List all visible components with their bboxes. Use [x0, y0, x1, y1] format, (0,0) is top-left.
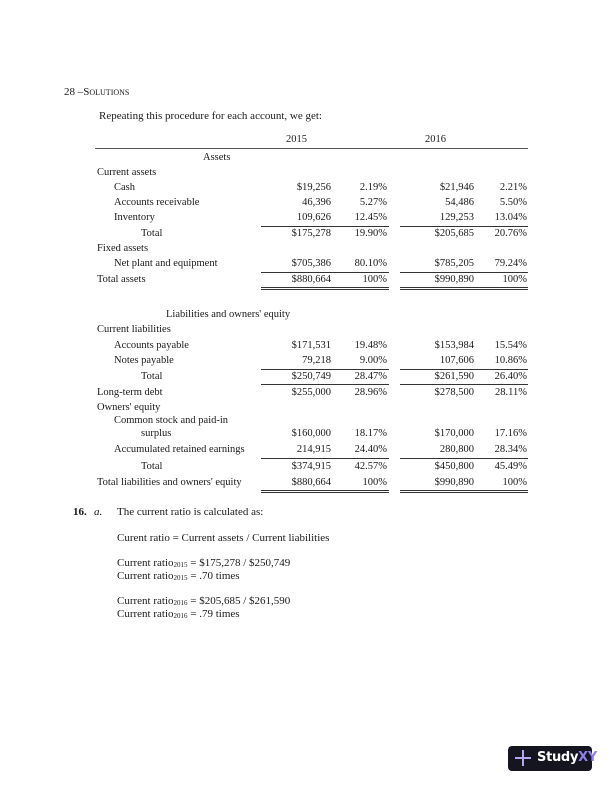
- percent-2015: 24.40%: [354, 444, 387, 455]
- assets-heading-row: [95, 152, 530, 166]
- row-label: Net plant and equipment: [114, 258, 218, 269]
- percent-2015: 28.96%: [354, 387, 387, 398]
- subtotal-rule: [400, 458, 528, 459]
- value-2016: $278,500: [434, 387, 474, 398]
- percent-2015: 12.45%: [354, 212, 387, 223]
- value-2016: $261,590: [434, 371, 474, 382]
- brand-accent: XY: [578, 750, 597, 765]
- table-row: [95, 197, 530, 211]
- row-label: Total: [141, 371, 163, 382]
- subtotal-rule: [400, 226, 528, 227]
- calc-expression: = $205,685 / $261,590: [187, 595, 291, 607]
- row-label: Total: [141, 461, 163, 472]
- table-row: [95, 212, 530, 226]
- studyxy-badge[interactable]: [508, 746, 597, 771]
- plus-icon: [514, 749, 532, 767]
- percent-2015: 2.19%: [359, 182, 387, 193]
- calc-expression: = .79 times: [187, 608, 240, 620]
- percent-2016: 100%: [502, 274, 527, 285]
- row-label: Inventory: [114, 212, 155, 223]
- percent-2015: 100%: [362, 477, 387, 488]
- value-2015: $374,915: [291, 461, 331, 472]
- assets-heading: Assets: [203, 152, 231, 163]
- calc-prefix: Current ratio: [117, 595, 174, 607]
- subtotal-rule: [261, 226, 389, 227]
- total-double-rule: [400, 287, 528, 290]
- table-row: [95, 355, 530, 369]
- value-2015: $160,000: [291, 428, 331, 439]
- subtotal-rule: [400, 369, 528, 370]
- value-2016: $153,984: [434, 340, 474, 351]
- year-header-2016: 2016: [425, 134, 446, 145]
- current-liabilities-total-row: [95, 371, 530, 385]
- year-header-2015: 2015: [286, 134, 307, 145]
- value-2016: $785,205: [434, 258, 474, 269]
- liabilities-heading-row: [95, 309, 530, 323]
- value-2015: $880,664: [291, 477, 331, 488]
- row-label: Accounts payable: [114, 340, 189, 351]
- calc-year-subscript: 2016: [173, 612, 188, 620]
- question-number: 16.: [73, 506, 87, 518]
- calc-line: [117, 608, 240, 620]
- calc-expression: = $175,278 / $250,749: [187, 557, 291, 569]
- value-2015: $255,000: [291, 387, 331, 398]
- percent-2016: 10.86%: [494, 355, 527, 366]
- total-liabilities-equity-row: [95, 477, 530, 491]
- percent-2015: 18.17%: [354, 428, 387, 439]
- percent-2015: 80.10%: [354, 258, 387, 269]
- retained-earnings-row: [95, 444, 530, 458]
- value-2015: $880,664: [291, 274, 331, 285]
- value-2016: $450,800: [434, 461, 474, 472]
- value-2015: $250,749: [291, 371, 331, 382]
- total-double-rule: [261, 490, 389, 493]
- calc-prefix: Current ratio: [117, 608, 174, 620]
- current-ratio-formula: Curent ratio = Current assets / Current liabilities: [117, 532, 330, 544]
- percent-2016: 20.76%: [494, 228, 527, 239]
- table-row: [95, 340, 530, 354]
- row-label: Total assets: [97, 274, 146, 285]
- percent-2015: 42.57%: [354, 461, 387, 472]
- row-label: Long-term debt: [97, 387, 163, 398]
- percent-2016: 28.11%: [495, 387, 527, 398]
- value-2015: $19,256: [296, 182, 331, 193]
- brand-logo-text: [537, 750, 597, 765]
- owners-equity-row: [95, 402, 530, 416]
- calc-prefix: Current ratio: [117, 557, 174, 569]
- value-2015: 214,915: [296, 444, 331, 455]
- value-2016: 107,606: [439, 355, 474, 366]
- percent-2016: 45.49%: [494, 461, 527, 472]
- calc-year-subscript: 2016: [173, 599, 188, 607]
- subtotal-rule: [261, 272, 389, 273]
- value-2016: 280,800: [439, 444, 474, 455]
- row-label: Total liabilities and owners' equity: [97, 477, 242, 488]
- subtotal-rule: [400, 272, 528, 273]
- calc-year-subscript: 2015: [173, 574, 188, 582]
- row-label: Accumulated retained earnings: [114, 444, 245, 455]
- net-plant-row: [95, 258, 530, 272]
- percent-2015: 28.47%: [354, 371, 387, 382]
- subtotal-rule: [261, 384, 389, 385]
- subtotal-rule: [400, 384, 528, 385]
- calc-line: [117, 557, 290, 569]
- question-intro: The current ratio is calculated as:: [117, 506, 264, 518]
- row-label-continued: surplus: [141, 428, 172, 439]
- percent-2015: 5.27%: [359, 197, 387, 208]
- row-label: Total: [141, 228, 163, 239]
- percent-2015: 19.48%: [354, 340, 387, 351]
- value-2016: $205,685: [434, 228, 474, 239]
- table-row: [95, 182, 530, 196]
- subtotal-rule: [261, 458, 389, 459]
- owners-equity-label: Owners' equity: [97, 402, 161, 413]
- calc-prefix: Current ratio: [117, 570, 174, 582]
- percent-2016: 79.24%: [494, 258, 527, 269]
- value-2015: $171,531: [291, 340, 331, 351]
- percent-2016: 15.54%: [494, 340, 527, 351]
- calc-line: [117, 570, 240, 582]
- fixed-assets-label: Fixed assets: [97, 243, 149, 254]
- current-assets-row: [95, 167, 530, 181]
- page-number: 28: [64, 86, 75, 98]
- liabilities-heading: Liabilities and owners' equity: [166, 309, 291, 320]
- calc-expression: = .70 times: [187, 570, 240, 582]
- percent-2016: 5.50%: [499, 197, 527, 208]
- value-2015: 109,626: [296, 212, 331, 223]
- question-part: a.: [94, 506, 103, 518]
- percent-2016: 100%: [502, 477, 527, 488]
- percent-2015: 19.90%: [354, 228, 387, 239]
- value-2016: $21,946: [439, 182, 474, 193]
- brand-main: Study: [537, 750, 579, 765]
- calc-year-subscript: 2015: [173, 561, 188, 569]
- value-2016: $990,890: [434, 274, 474, 285]
- equity-total-row: [95, 461, 530, 475]
- total-double-rule: [261, 287, 389, 290]
- subtotal-rule: [261, 369, 389, 370]
- page-header: [64, 86, 129, 98]
- long-term-debt-row: [95, 387, 530, 401]
- current-assets-label: Current assets: [97, 167, 157, 178]
- percent-2016: 28.34%: [494, 444, 527, 455]
- current-liabilities-row: [95, 324, 530, 338]
- percent-2016: 13.04%: [494, 212, 527, 223]
- row-label: Accounts receivable: [114, 197, 200, 208]
- current-assets-total-row: [95, 228, 530, 242]
- percent-2016: 26.40%: [494, 371, 527, 382]
- value-2016: 129,253: [439, 212, 474, 223]
- value-2015: 79,218: [302, 355, 331, 366]
- percent-2016: 2.21%: [499, 182, 527, 193]
- percent-2015: 9.00%: [359, 355, 387, 366]
- fixed-assets-row: [95, 243, 530, 257]
- row-label: Common stock and paid-in: [114, 415, 229, 426]
- value-2015: 46,396: [302, 197, 331, 208]
- value-2015: $175,278: [291, 228, 331, 239]
- percent-2016: 17.16%: [494, 428, 527, 439]
- value-2016: $990,890: [434, 477, 474, 488]
- section-title: Solutions: [83, 86, 130, 98]
- header-dash: –: [77, 86, 84, 98]
- common-stock-label-row: [95, 415, 530, 429]
- row-label: Notes payable: [114, 355, 174, 366]
- intro-text: Repeating this procedure for each account, we get:: [99, 110, 322, 122]
- value-2016: 54,486: [445, 197, 474, 208]
- row-label: Cash: [114, 182, 135, 193]
- value-2015: $705,386: [291, 258, 331, 269]
- total-assets-row: [95, 274, 530, 288]
- percent-2015: 100%: [362, 274, 387, 285]
- current-liabilities-label: Current liabilities: [97, 324, 171, 335]
- total-double-rule: [400, 490, 528, 493]
- common-stock-row: [95, 428, 530, 442]
- header-rule: [95, 148, 528, 149]
- calc-line: [117, 595, 290, 607]
- value-2016: $170,000: [434, 428, 474, 439]
